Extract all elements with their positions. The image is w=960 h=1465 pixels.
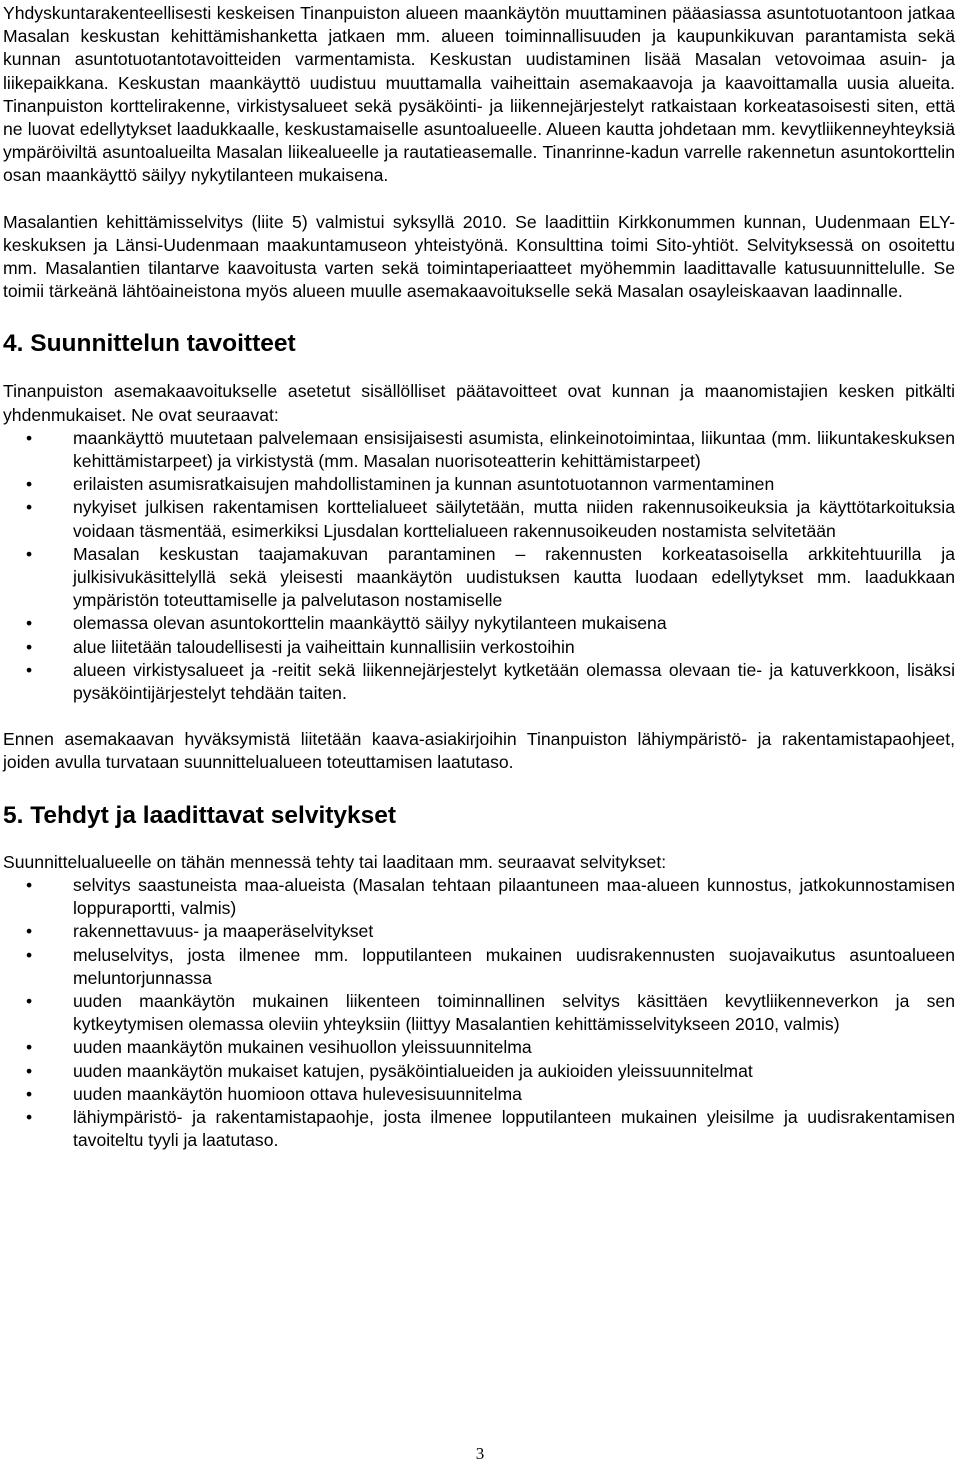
section-4-heading: 4. Suunnittelun tavoitteet [3,330,296,358]
bullet-icon: • [26,1037,33,1058]
list-item [3,473,955,496]
section-4-goals-list [3,427,955,705]
list-item [3,427,955,473]
bullet-icon: • [26,543,33,564]
list-item [3,990,955,1036]
list-item-text: selvitys saastuneista maa-alueista (Masalan tehtaan pilaantuneen maa-alueen kunnostus, jatkokunnostamisen loppuraportti, valmis) [73,874,955,919]
list-item [3,1036,955,1059]
list-item-text: nykyiset julkisen rakentamisen korttelialueet säilytetään, mutta niiden rakennusoikeuksia ja käyttötarkoituksia voidaan täsmentää, esimerkiksi Ljusdalan korttelialueen rakennusoikeuden nostamista selvitetään [73,497,955,541]
bullet-icon: • [26,497,33,518]
list-item-text: uuden maankäytön huomioon ottava hulevesisuunnitelma [73,1083,522,1104]
list-item-text: Masalan keskustan taajamakuvan parantaminen – rakennusten korkeatasoisella arkkitehtuurilla ja julkisivukäsittelyllä sekä yleisesti maankäytön uudistuksen kautta luodaan edellytykset mm. laadukkaan ympäristön toteuttamiselle ja palvelutason nostamiselle [73,543,955,611]
bullet-icon: • [26,1106,33,1127]
list-item-text: lähiympäristö- ja rakentamistapaohje, josta ilmenee lopputilanteen mukainen yleisilme ja uudisrakentamisen tavoiteltu tyyli ja laatutaso. [73,1106,955,1151]
section-4-closing: Ennen asemakaavan hyväksymistä liitetään kaava-asiakirjoihin Tinanpuiston lähiympäristö- ja rakentamistapaohjeet, joiden avulla turvataan suunnittelualueen toteuttamisen laatutaso. [3,729,955,773]
list-item-text: maankäyttö muutetaan palvelemaan ensisijaisesti asumista, elinkeinotoimintaa, liikuntaa (mm. liikuntakeskuksen kehittämistarpeet) ja virkistystä (mm. Masalan nuorisoteatterin kehittämistarpeet) [73,427,955,472]
list-item [3,1083,955,1106]
list-item [3,496,955,542]
list-item-text: uuden maankäytön mukainen vesihuollon yleissuunnitelma [73,1037,532,1058]
list-item [3,874,955,920]
list-item [3,1060,955,1083]
bullet-icon: • [26,1060,33,1081]
page-number: 3 [475,1444,485,1463]
bullet-icon: • [26,921,33,942]
intro-paragraph-1: Yhdyskuntarakenteellisesti keskeisen Tinanpuiston alueen maankäytön muuttaminen pääasiassa asuntotuotantoon jatkaa Masalan keskustan kehittämishanketta jatkaen mm. alueen toiminnallisuuden ja kaupunkikuvan parantamista sekä kunnan asuntotuotantotavoitteiden varmentamista. Keskustan uudistaminen lisää Masalan vetovoimaa asuin- ja liikepaikkana. Keskustan maankäyttö uudistuu muuttamalla vaiheittain asemakaavoja ja kaavoittamalla uusia alueita. Tinanpuiston korttelirakenne, virkistysalueet sekä pysäköinti- ja liikennejärjestelyt ratkaistaan korkeatasoisesti siten, että ne luovat edellytykset laadukkaalle, keskustamaiselle asuntoalueelle. Alueen kautta johdetaan mm. kevytliikenneyhteyksiä ympäröiviltä asuntoalueilta Masalan liikealueelle ja rautatieasemalle. Tinanrinne-kadun varrelle rakennetun asuntokorttelin osan maankäyttö säilyy nykytilanteen mukaisena. [3,3,955,186]
section-4-intro: Tinanpuiston asemakaavoitukselle asetetut sisällölliset päätavoitteet ovat kunnan ja maanomistajien kesken pitkälti yhdenmukaiset. Ne ovat seuraavat: [3,381,955,425]
intro-paragraph-2: Masalantien kehittämisselvitys (liite 5) valmistui syksyllä 2010. Se laadittiin Kirkkonummen kunnan, Uudenmaan ELY-keskuksen ja Länsi-Uudenmaan maakuntamuseon yhteistyönä. Konsulttina toimi Sito-yhtiöt. Selvityksessä on osoitettu mm. Masalantien tilantarve kaavoitusta varten sekä toimintaperiaatteet myöhemmin laadittavalle katusuunnittelulle. Se toimii tärkeänä lähtöaineistona myös alueen muulle asemakaavoitukselle sekä Masalan osayleiskaavan laadinnalle. [3,211,955,302]
list-item [3,1106,955,1152]
list-item-text: alue liitetään taloudellisesti ja vaiheittain kunnallisiin verkostoihin [73,636,575,657]
bullet-icon: • [26,613,33,634]
list-item-text: olemassa olevan asuntokorttelin maankäyttö säilyy nykytilanteen mukaisena [73,613,667,634]
bullet-icon: • [26,1083,33,1104]
list-item [3,920,955,943]
bullet-icon: • [26,990,33,1011]
bullet-icon: • [26,944,33,965]
document-page [3,2,955,1152]
list-item-text: erilaisten asumisratkaisujen mahdollistaminen ja kunnan asuntotuotannon varmentaminen [73,474,775,495]
list-item [3,659,955,705]
list-item-text: meluselvitys, josta ilmenee mm. lopputilanteen mukainen uudisrakennusten suojavaikutus asuntoalueen meluntorjunnassa [73,944,955,988]
list-item-text: rakennettavuus- ja maaperäselvitykset [73,921,374,942]
section-5-studies-list [3,874,955,1152]
list-item-text: alueen virkistysalueet ja -reitit sekä liikennejärjestelyt kytketään olemassa olevaan tie- ja katuverkkoon, lisäksi pysäköintijärjestelyt tehdään taiten. [73,659,955,704]
bullet-icon: • [26,427,33,448]
section-5-intro: Suunnittelualueelle on tähän mennessä tehty tai laaditaan mm. seuraavat selvitykset: [3,851,667,872]
bullet-icon: • [26,474,33,495]
section-5-heading: 5. Tehdyt ja laadittavat selvitykset [3,801,397,829]
bullet-icon: • [26,636,33,657]
list-item [3,612,955,635]
list-item [3,543,955,613]
bullet-icon: • [26,874,33,895]
list-item-text: uuden maankäytön mukainen liikenteen toiminnallinen selvitys käsittäen kevytliikenneverkon ja sen kytkeytymisen olemassa oleviin yhteyksiin (liittyy Masalantien kehittämisselvitykseen 2010, valmis) [73,990,955,1035]
bullet-icon: • [26,659,33,680]
list-item [3,944,955,990]
list-item-text: uuden maankäytön mukaiset katujen, pysäköintialueiden ja aukioiden yleissuunnitelmat [73,1060,753,1081]
list-item [3,636,955,659]
